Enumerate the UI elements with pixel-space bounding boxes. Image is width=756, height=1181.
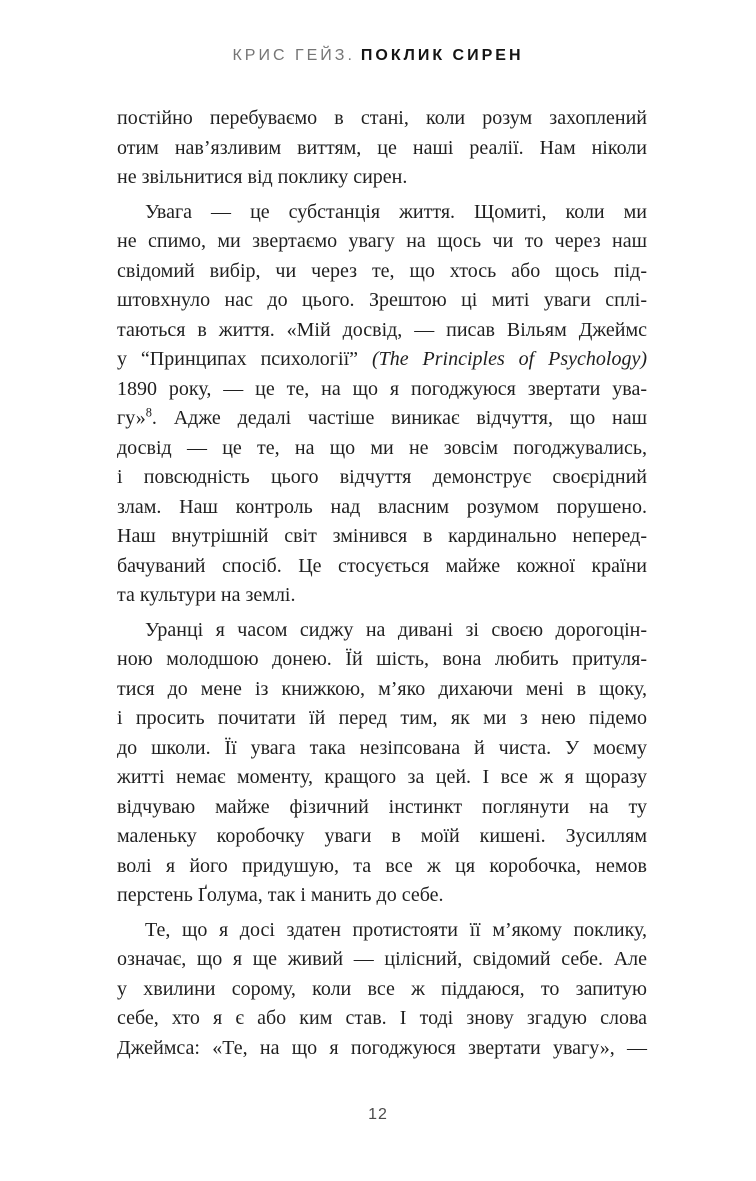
page-number: 12 xyxy=(368,1106,388,1123)
paragraph xyxy=(117,916,647,1064)
text-line: Уранці я часом сиджу на дивані зі своєю дорогоцін- xyxy=(145,618,647,641)
text-line: Увага — це субстанція життя. Щомиті, коли ми xyxy=(145,200,647,223)
text-line: означає, що я ще живий — цілісний, свідомий себе. Але xyxy=(117,948,647,970)
text-line: Наш внутрішній світ змінився в кардинально неперед- xyxy=(117,525,647,547)
text-line: у “Принципах психології” (The Principles of Psychology) xyxy=(117,348,647,370)
text-line: бачуваний спосіб. Це стосується майже кожної країни xyxy=(117,554,647,577)
text-line: не спимо, ми звертаємо увагу на щось чи то через наш xyxy=(117,230,647,252)
text-line: Те, що я досі здатен протистояти її м’якому поклику, xyxy=(145,918,647,941)
text-line: маленьку коробочку уваги в моїй кишені. Зусиллям xyxy=(117,825,647,847)
text-line: штовхнуло нас до цього. Зрештою ці миті уваги сплі- xyxy=(117,289,647,311)
paragraph xyxy=(117,104,647,193)
text-block xyxy=(117,104,647,1063)
page-footer xyxy=(0,1106,756,1124)
text-line: до школи. Її увага така незіпсована й чиста. У моєму xyxy=(117,736,647,759)
text-line: тися до мене із книжкою, м’яко дихаючи мені в щоку, xyxy=(117,677,647,700)
text-line: Джеймса: «Те, на що я погоджуюся звертати увагу», — xyxy=(117,1036,647,1059)
text-line: і повсюдність цього відчуття демонструє своєрідний xyxy=(117,466,647,488)
running-header xyxy=(0,47,756,65)
footnote-reference: 8 xyxy=(145,405,152,420)
text-line: себе, хто я є або ким став. І тоді знову згадую слова xyxy=(117,1007,647,1029)
text-line: гу»$^8$. Адже дедалі частіше виникає відчуття, що наш xyxy=(117,405,647,429)
paragraph xyxy=(117,198,647,611)
italic-text: (The Principles of Psychology) xyxy=(371,348,647,370)
text-line: відчуваю майже фізичний інстинкт поглянути на ту xyxy=(117,795,647,818)
text-line: житті немає моменту, кращого за цей. І все ж я щоразу xyxy=(117,766,647,788)
paragraph xyxy=(117,616,647,911)
text-line: таються в життя. «Мій досвід, — писав Вільям Джеймс xyxy=(117,318,647,341)
text-line: ною молодшою донею. Їй шість, вона любить притуля- xyxy=(117,648,647,670)
text-line: та культури на землі. xyxy=(117,584,296,606)
text-line: у хвилини сорому, коли все ж піддаюся, то запитую xyxy=(117,977,647,1000)
text-line: отим нав’язливим виттям, це наші реалії. Нам ніколи xyxy=(117,136,647,159)
text-line: і просить почитати їй перед тим, як ми з нею підемо xyxy=(117,707,647,729)
header-author: КРИС ГЕЙЗ. xyxy=(232,47,355,64)
text-line: злам. Наш контроль над власним розумом порушено. xyxy=(117,495,647,518)
text-line: волі я його придушую, та все ж ця коробочка, немов xyxy=(117,854,647,877)
text-line: не звільнитися від поклику сирен. xyxy=(117,166,408,188)
text-line: свідомий вибір, чи через те, що хтось або щось під- xyxy=(117,259,647,282)
text-line: 1890 року, — це те, на що я погоджуюся звертати ува- xyxy=(117,377,647,400)
text-line: постійно перебуваємо в стані, коли розум захоплений xyxy=(117,107,647,129)
header-book-title: ПОКЛИК СИРЕН xyxy=(360,47,524,64)
text-line: перстень Ґолума, так і манить до себе. xyxy=(117,884,444,906)
text-line: досвід — це те, на що ми не зовсім погоджувались, xyxy=(117,436,647,459)
